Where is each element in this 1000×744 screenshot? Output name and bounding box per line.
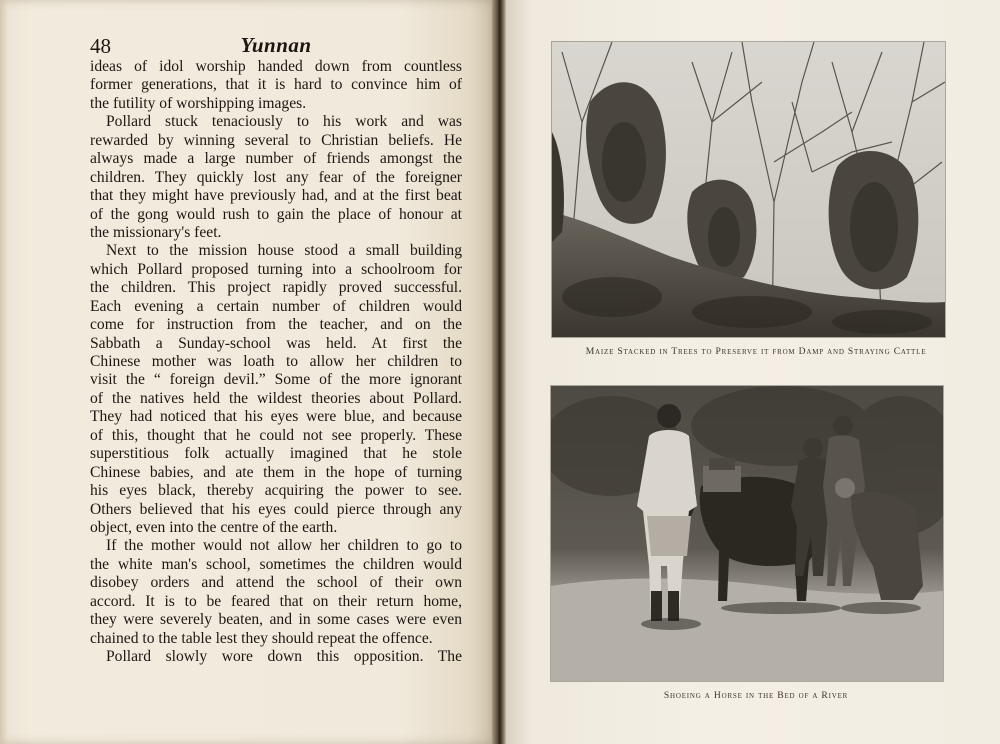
body-text bbox=[90, 58, 462, 666]
text-line: the futility of worshipping images. bbox=[90, 94, 307, 112]
text-line: superstitious folk actually imagined that he stole bbox=[90, 445, 462, 463]
left-page bbox=[0, 0, 498, 744]
top-photo-caption: Maize Stacked in Trees to Preserve it from Damp and Straying Cattle bbox=[585, 346, 927, 357]
paragraph bbox=[90, 58, 462, 113]
paragraph bbox=[90, 537, 462, 648]
text-line: Others believed that his eyes could pierce through any bbox=[90, 500, 462, 518]
right-page bbox=[506, 0, 1000, 744]
page-number: 48 bbox=[90, 34, 111, 58]
text-line: Chinese babies, and ate them in the hope of turning bbox=[90, 463, 462, 481]
horse-shoeing-photo bbox=[551, 386, 943, 681]
text-line: they were severely beaten, and in some cases were even bbox=[90, 611, 462, 629]
text-line: Each evening a certain number of children would bbox=[90, 297, 462, 315]
text-line: They had noticed that his eyes were blue, and because bbox=[90, 408, 462, 426]
text-line: come for instruction from the teacher, and on the bbox=[90, 316, 462, 334]
paragraph bbox=[90, 113, 462, 242]
text-line: Pollard stuck tenaciously to his work and was bbox=[106, 113, 462, 131]
text-line: of the natives held the wildest theories about Pollard. bbox=[90, 389, 462, 407]
text-line: of the gong would rush to gain the place of honour at bbox=[90, 205, 462, 223]
text-line: the children. This project rapidly proved successful. bbox=[90, 279, 462, 297]
text-line: Next to the mission house stood a small building bbox=[106, 242, 462, 260]
text-line: ideas of idol worship handed down from countless bbox=[90, 58, 462, 75]
book-gutter bbox=[492, 0, 506, 744]
text-line: rewarded by winning several to Christian beliefs. He bbox=[90, 131, 462, 149]
text-line: accord. It is to be feared that on their return home, bbox=[90, 592, 462, 610]
text-line: If the mother would not allow her children to go to bbox=[106, 537, 462, 555]
text-line: former generations, that it is hard to convince him of bbox=[90, 76, 462, 94]
text-line: Sabbath a Sunday-school was held. At first the bbox=[90, 334, 462, 352]
text-line: children. They quickly lost any fear of the foreigner bbox=[90, 168, 462, 186]
text-line: visit the “ foreign devil.” Some of the more ignorant bbox=[90, 371, 462, 389]
running-title: Yunnan bbox=[240, 33, 312, 57]
running-head bbox=[90, 34, 462, 60]
page-edge bbox=[0, 0, 8, 744]
text-line: object, even into the centre of the earth. bbox=[90, 518, 338, 536]
maize-stacks-photo bbox=[552, 42, 945, 337]
text-line: always made a large number of friends amongst the bbox=[90, 150, 462, 168]
text-line: which Pollard proposed turning into a schoolroom for bbox=[90, 260, 462, 278]
bottom-photo-caption: Shoeing a Horse in the Bed of a River bbox=[663, 690, 849, 701]
text-line: chained to the table lest they should repeat the offence. bbox=[90, 629, 433, 647]
text-line: of this, thought that he could not see properly. These bbox=[90, 426, 462, 444]
paragraph bbox=[90, 242, 462, 537]
paragraph bbox=[90, 648, 462, 666]
text-line: disobey orders and attend the school of their own bbox=[90, 574, 462, 592]
text-line: Chinese mother was loath to allow her children to bbox=[90, 353, 462, 370]
text-line: the missionary's feet. bbox=[90, 223, 222, 241]
text-line: the white man's school, sometimes the children would bbox=[90, 555, 462, 573]
text-line: his eyes black, thereby acquiring the power to see. bbox=[90, 482, 462, 500]
text-line: Pollard slowly wore down this opposition. The bbox=[106, 648, 462, 665]
text-line: that they might have previously had, and at the first beat bbox=[90, 187, 462, 205]
